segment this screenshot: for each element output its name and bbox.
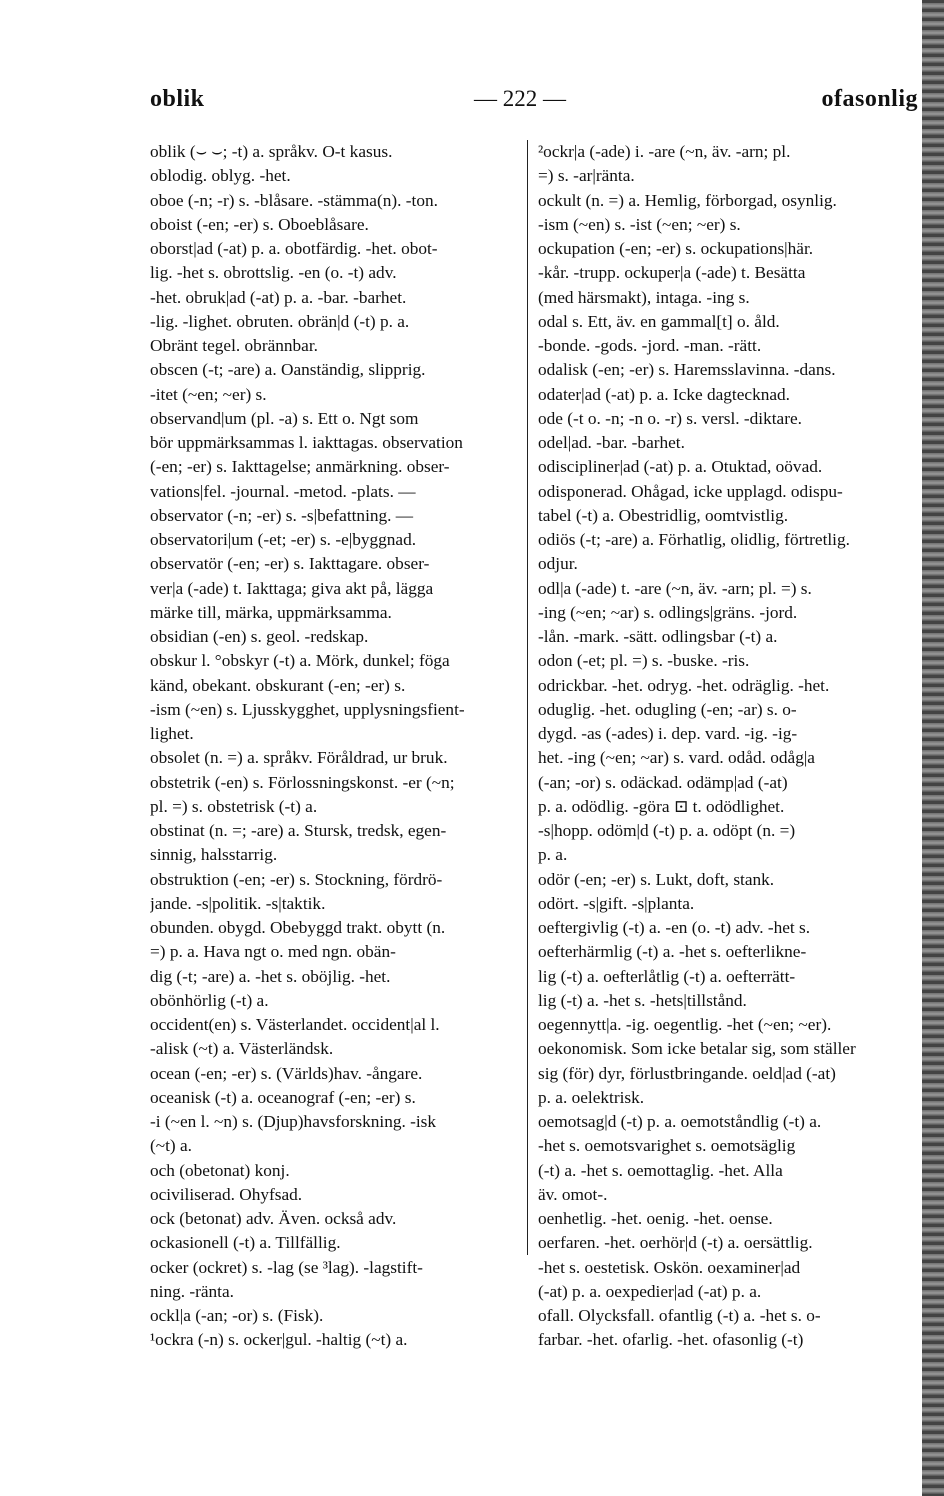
dictionary-line: odör (-en; -er) s. Lukt, doft, stank. xyxy=(538,869,775,889)
dictionary-line: oerfaren. -het. oerhör|d (-t) a. oersättlig. xyxy=(538,1233,813,1253)
dictionary-line: sinnig, halsstarrig. xyxy=(150,845,278,865)
dictionary-line: obstetrik (-en) s. Förlossningskonst. -er (~n; xyxy=(150,772,455,792)
dictionary-line: oemotsag|d (-t) p. a. oemotståndlig (-t) a. xyxy=(538,1112,822,1131)
dictionary-line: bör uppmärksammas l. iakttagas. observation xyxy=(150,433,463,452)
dictionary-line: tabel (-t) a. Obestridlig, oomtvistlig. xyxy=(538,505,789,525)
dictionary-line: -itet (~en; ~er) s. xyxy=(150,384,267,404)
dictionary-line: oblodig. oblyg. -het. xyxy=(150,166,291,186)
dictionary-line: p. a. xyxy=(538,845,568,865)
dictionary-line: het. -ing (~en; ~ar) s. vard. odåd. odåg|a xyxy=(538,748,815,768)
dictionary-line: -s|hopp. odöm|d (-t) p. a. odöpt (n. =) xyxy=(538,821,796,840)
dictionary-line: observatori|um (-et; -er) s. -e|byggnad. xyxy=(150,530,417,549)
dictionary-line: ode (-t o. -n; -n o. -r) s. versl. -diktare. xyxy=(538,408,802,428)
dictionary-line: -het s. oemotsvarighet s. oemotsäglig xyxy=(538,1136,796,1156)
dictionary-line: lig. -het s. obrottslig. -en (o. -t) adv. xyxy=(150,263,397,283)
dictionary-line: ocean (-en; -er) s. (Världs)hav. -ångare. xyxy=(150,1063,423,1083)
dictionary-line: p. a. oelektrisk. xyxy=(538,1087,645,1107)
dictionary-line: oduglig. -het. odugling (-en; -ar) s. o- xyxy=(538,699,797,719)
dictionary-line: obskur l. °obskyr (-t) a. Mörk, dunkel; föga xyxy=(150,651,450,671)
dictionary-line: oboe (-n; -r) s. -blåsare. -stämma(n). -ton. xyxy=(150,190,438,210)
dictionary-line: obunden. obygd. Obebyggd trakt. obytt (n. xyxy=(150,918,446,937)
dictionary-line: ockasionell (-t) a. Tillfällig. xyxy=(150,1233,341,1253)
dictionary-line: vations|fel. -journal. -metod. -plats. — xyxy=(150,481,416,501)
dictionary-line: ofall. Olycksfall. ofantlig (-t) a. -het s. o- xyxy=(538,1306,821,1325)
dictionary-line: odiscipliner|ad (-at) p. a. Otuktad, oövad. xyxy=(538,457,823,477)
right-guide-word: ofasonlig xyxy=(821,86,918,112)
dictionary-line: ockl|a (-an; -or) s. (Fisk). xyxy=(150,1306,324,1325)
dictionary-line: observator (-n; -er) s. -s|befattning. — xyxy=(150,505,414,525)
dictionary-line: ock (betonat) adv. Även. också adv. xyxy=(150,1209,397,1228)
dictionary-line: oenhetlig. -het. oenig. -het. oense. xyxy=(538,1209,773,1228)
dictionary-line: lighet. xyxy=(150,724,194,743)
page-number: — 222 — xyxy=(474,86,566,111)
dictionary-line: obsidian (-en) s. geol. -redskap. xyxy=(150,627,369,646)
dictionary-line: -lån. -mark. -sätt. odlingsbar (-t) a. xyxy=(538,627,778,646)
dictionary-line: oborst|ad (-at) p. a. obotfärdig. -het. obot- xyxy=(150,239,438,258)
dictionary-line: odisponerad. Ohågad, icke upplagd. odispu- xyxy=(538,481,843,501)
dictionary-line: ockult (n. =) a. Hemlig, förborgad, osynlig. xyxy=(538,190,837,210)
running-head xyxy=(150,86,918,122)
right-column xyxy=(538,140,906,1353)
dictionary-line: äv. omot-. xyxy=(538,1184,608,1204)
column-divider xyxy=(527,140,528,1255)
dictionary-line: oceanisk (-t) a. oceanograf (-en; -er) s. xyxy=(150,1087,416,1107)
dictionary-line: odel|ad. -bar. -barhet. xyxy=(538,433,685,452)
dictionary-line: odalisk (-en; -er) s. Haremsslavinna. -dans. xyxy=(538,360,836,380)
dictionary-line: obstinat (n. =; -are) a. Stursk, tredsk, egen- xyxy=(150,821,447,840)
dictionary-line: =) s. -ar|ränta. xyxy=(538,166,635,186)
left-guide-word: oblik xyxy=(150,86,205,112)
dictionary-line: (med härsmakt), intaga. -ing s. xyxy=(538,287,750,307)
dictionary-line: märke till, märka, uppmärksamma. xyxy=(150,602,392,622)
dictionary-line: farbar. -het. ofarlig. -het. ofasonlig (-t) xyxy=(538,1330,804,1350)
dictionary-line: oekonomisk. Som icke betalar sig, som ställer xyxy=(538,1039,856,1059)
dictionary-line: ¹ockra (-n) s. ocker|gul. -haltig (~t) a. xyxy=(150,1330,408,1350)
dictionary-line: -het. obruk|ad (-at) p. a. -bar. -barhet. xyxy=(150,287,407,307)
dictionary-line: oblik (⌣ ⌣; -t) a. språkv. O-t kasus. xyxy=(150,142,393,161)
dictionary-line: odal s. Ett, äv. en gammal[t] o. åld. xyxy=(538,311,780,331)
dictionary-line: -lig. -lighet. obruten. obrän|d (-t) p. a. xyxy=(150,311,410,331)
dictionary-line: (-an; -or) s. odäckad. odämp|ad (-at) xyxy=(538,772,788,792)
dictionary-line: oeftergivlig (-t) a. -en (o. -t) adv. -het s. xyxy=(538,918,811,937)
dictionary-line: obsolet (n. =) a. språkv. Föråldrad, ur bruk. xyxy=(150,748,448,768)
dictionary-line: -het s. oestetisk. Oskön. oexaminer|ad xyxy=(538,1257,801,1277)
scanned-page-edge xyxy=(922,0,944,1496)
dictionary-line: obönhörlig (-t) a. xyxy=(150,990,269,1010)
dictionary-line: occident(en) s. Västerlandet. occident|al l. xyxy=(150,1015,440,1034)
dictionary-line: ockupation (-en; -er) s. ockupations|här. xyxy=(538,239,814,258)
dictionary-line: =) p. a. Hava ngt o. med ngn. obän- xyxy=(150,942,396,962)
dictionary-line: -i (~en l. ~n) s. (Djup)havsforskning. -isk xyxy=(150,1112,437,1131)
dictionary-line: odater|ad (-at) p. a. Icke dagtecknad. xyxy=(538,384,790,404)
dictionary-line: (~t) a. xyxy=(150,1136,192,1156)
dictionary-line: jande. -s|politik. -s|taktik. xyxy=(150,893,326,913)
dictionary-line: (-t) a. -het s. oemottaglig. -het. Alla xyxy=(538,1160,783,1180)
dictionary-line: dygd. -as (-ades) i. dep. vard. -ig. -ig- xyxy=(538,724,798,743)
dictionary-line: (-en; -er) s. Iakttagelse; anmärkning. obser- xyxy=(150,457,450,477)
dictionary-line: -ism (~en) s. Ljusskygghet, upplysningsfient- xyxy=(150,699,465,719)
dictionary-line: (-at) p. a. oexpedier|ad (-at) p. a. xyxy=(538,1281,762,1301)
dictionary-line: oegennytt|a. -ig. oegentlig. -het (~en; ~er). xyxy=(538,1015,832,1034)
dictionary-line: Obränt tegel. obrännbar. xyxy=(150,336,318,355)
dictionary-line: odjur. xyxy=(538,554,578,574)
dictionary-line: observatör (-en; -er) s. Iakttagare. obser- xyxy=(150,554,430,574)
dictionary-line: odiös (-t; -are) a. Förhatlig, olidlig, förtretlig. xyxy=(538,530,850,549)
dictionary-line: och (obetonat) konj. xyxy=(150,1160,290,1180)
dictionary-line: -kår. -trupp. ockuper|a (-ade) t. Besätta xyxy=(538,263,806,283)
dictionary-line: -ism (~en) s. -ist (~en; ~er) s. xyxy=(538,214,741,234)
dictionary-line: obscen (-t; -are) a. Oanständig, slipprig. xyxy=(150,360,426,380)
dictionary-line: dig (-t; -are) a. -het s. oböjlig. -het. xyxy=(150,966,391,986)
dictionary-line: odört. -s|gift. -s|planta. xyxy=(538,893,695,913)
dictionary-line: odon (-et; pl. =) s. -buske. -ris. xyxy=(538,651,750,671)
left-column xyxy=(150,140,518,1353)
dictionary-line: odl|a (-ade) t. -are (~n, äv. -arn; pl. =) s. xyxy=(538,578,812,598)
dictionary-line: obstruktion (-en; -er) s. Stockning, fördrö- xyxy=(150,869,443,889)
dictionary-line: observand|um (pl. -a) s. Ett o. Ngt som xyxy=(150,408,419,428)
dictionary-line: p. a. odödlig. -göra ⊡ t. odödlighet. xyxy=(538,796,785,816)
dictionary-line: ²ockr|a (-ade) i. -are (~n, äv. -arn; pl. xyxy=(538,142,791,161)
dictionary-line: oefterhärmlig (-t) a. -het s. oefterlikne- xyxy=(538,942,807,962)
dictionary-line: -ing (~en; ~ar) s. odlings|gräns. -jord. xyxy=(538,602,798,622)
dictionary-line: ocker (ockret) s. -lag (se ³lag). -lagstift- xyxy=(150,1257,423,1277)
dictionary-line: lig (-t) a. oefterlåtlig (-t) a. oefterrätt- xyxy=(538,966,796,986)
dictionary-line: sig (för) dyr, förlustbringande. oeld|ad (-at) xyxy=(538,1063,836,1083)
dictionary-line: pl. =) s. obstetrisk (-t) a. xyxy=(150,796,318,816)
dictionary-line: ver|a (-ade) t. Iakttaga; giva akt på, lägga xyxy=(150,578,434,598)
dictionary-line: oboist (-en; -er) s. Oboeblåsare. xyxy=(150,214,369,234)
dictionary-line: känd, obekant. obskurant (-en; -er) s. xyxy=(150,675,406,695)
dictionary-line: odrickbar. -het. odryg. -het. odräglig. -het. xyxy=(538,675,830,695)
dictionary-line: ning. -ränta. xyxy=(150,1281,234,1301)
dictionary-line: ociviliserad. Ohyfsad. xyxy=(150,1184,303,1204)
dictionary-line: -bonde. -gods. -jord. -man. -rätt. xyxy=(538,336,762,355)
dictionary-line: lig (-t) a. -het s. -hets|tillstånd. xyxy=(538,990,747,1010)
dictionary-line: -alisk (~t) a. Västerländsk. xyxy=(150,1039,334,1059)
